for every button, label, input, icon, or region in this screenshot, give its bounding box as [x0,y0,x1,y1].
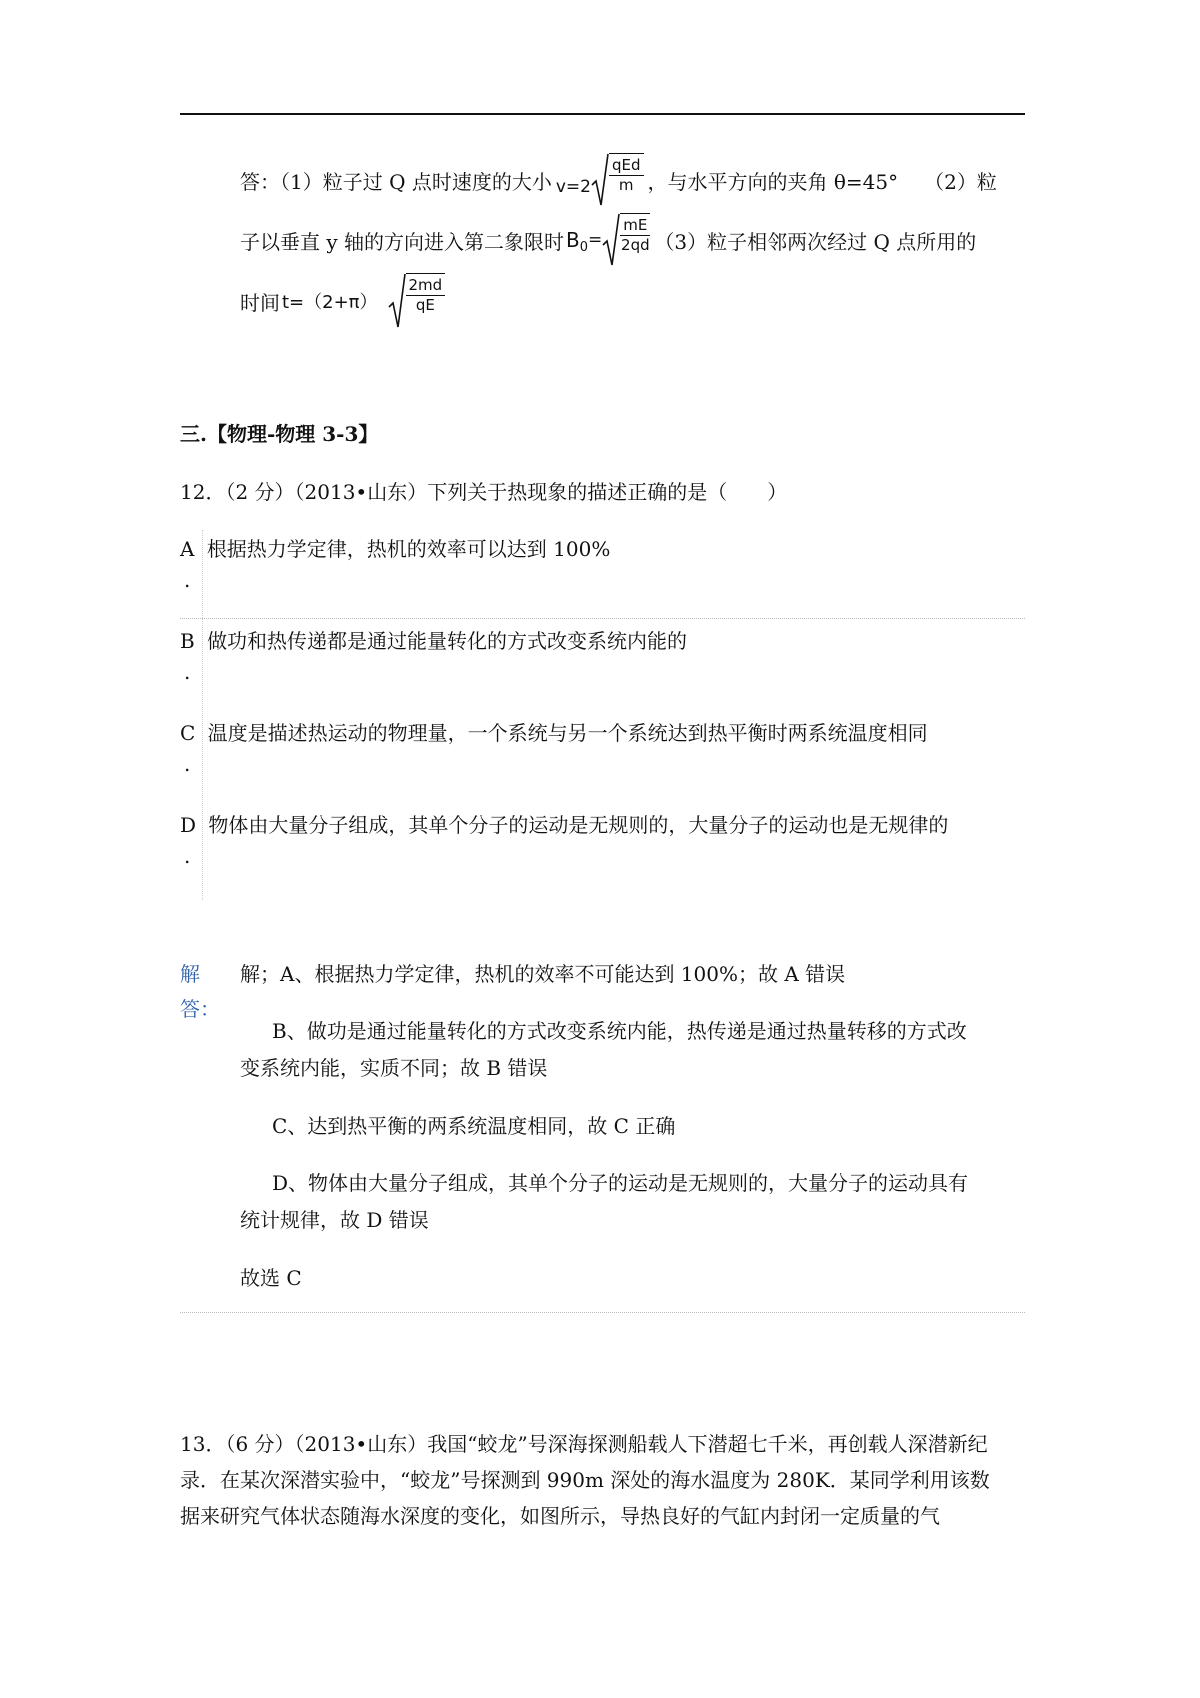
option-d [180,809,948,838]
answer-line-1 [240,150,997,210]
option-divider [180,618,1025,619]
time-formula [282,273,445,329]
answer-line-1-text-c: （2）粒 [924,169,997,194]
answer-line-3 [240,270,445,332]
b0-formula [566,213,650,267]
solution-line: C、达到热平衡的两系统温度相同，故 C 正确 [272,1114,676,1138]
time-numerator: 2md [406,276,446,296]
solution-line: 故选 C [240,1266,302,1290]
option-a [180,533,610,562]
answer-line-3-text-a: 时间 [240,290,280,315]
b0-equals: = [588,230,603,250]
radical-icon [602,213,620,267]
radical-icon [591,153,609,207]
question-13-line: 据来研究气体状态随海水深度的变化，如图所示，导热良好的气缸内封闭一定质量的气 [180,1504,940,1528]
option-c-dot: . [184,752,191,776]
sqrt-sign-t [388,273,446,329]
velocity-numerator: qEd [609,156,644,176]
sqrt-sign [591,153,644,207]
option-letter: A [180,537,195,561]
option-b [180,625,687,654]
option-text: 温度是描述热运动的物理量，一个系统与另一个系统达到热平衡时两系统温度相同 [207,721,928,745]
option-column-divider [202,530,203,900]
solution-line: 解；A、根据热力学定律，热机的效率不可能达到 100%；故 A 错误 [240,962,846,986]
sqrt-sign-b0 [602,213,650,267]
b0-symbol: B [566,228,580,252]
solution-label-top: 解 [180,962,200,986]
option-letter: C [180,721,196,745]
time-formula-lhs: t=（2+π） [282,292,378,313]
solution-line: 统计规律，故 D 错误 [240,1208,429,1232]
question-12-stem: 12．（2 分）（2013•山东）下列关于热现象的描述正确的是（ ） [180,480,788,504]
solution-line: 变系统内能，实质不同；故 B 错误 [240,1056,548,1080]
velocity-formula [556,153,644,207]
answer-line-2-text-b: （3）粒子相邻两次经过 Q 点所用的 [654,229,977,254]
answer-line-1-text-a: 答：（1）粒子过 Q 点时速度的大小 [240,169,552,194]
solution-line: D、物体由大量分子组成，其单个分子的运动是无规则的，大量分子的运动具有 [272,1171,969,1195]
option-a-dot: . [184,568,191,592]
solution-label-bottom: 答： [180,997,220,1021]
solution-line: B、做功是通过能量转化的方式改变系统内能，热传递是通过热量转移的方式改 [272,1019,967,1043]
velocity-denominator: m [618,176,634,194]
time-denominator: qE [415,296,435,314]
option-text: 做功和热传递都是通过能量转化的方式改变系统内能的 [207,629,688,653]
b0-subscript: 0 [579,239,589,255]
velocity-formula-lhs: v=2 [555,177,591,197]
option-b-dot: . [184,660,191,684]
question-13-line: 录．在某次深潜实验中，“蛟龙”号探测到 990m 深处的海水温度为 280K．某同学利用该数 [180,1468,990,1492]
section-heading: 三.【物理-物理 3-3】 [180,422,379,446]
answer-line-1-text-b: ，与水平方向的夹角 θ=45° [647,169,899,194]
option-text: 物体由大量分子组成，其单个分子的运动是无规则的，大量分子的运动也是无规律的 [208,813,949,837]
radical-icon [388,273,406,329]
answer-line-2 [240,210,976,270]
question-13-line: 13．（6 分）（2013•山东）我国“蛟龙”号深海探测船载人下潜超七千米，再创载人深潜新纪 [180,1432,988,1456]
b0-denominator: 2qd [621,236,650,254]
option-c [180,717,928,746]
option-text: 根据热力学定律，热机的效率可以达到 100% [206,537,611,561]
option-letter: B [180,629,195,653]
page-top-rule [180,113,1025,115]
solution-divider [180,1312,1025,1313]
answer-line-2-text-a: 子以垂直 y 轴的方向进入第二象限时 [240,229,565,254]
b0-numerator: mE [620,216,650,236]
option-d-dot: . [184,844,191,868]
option-letter: D [180,813,197,837]
